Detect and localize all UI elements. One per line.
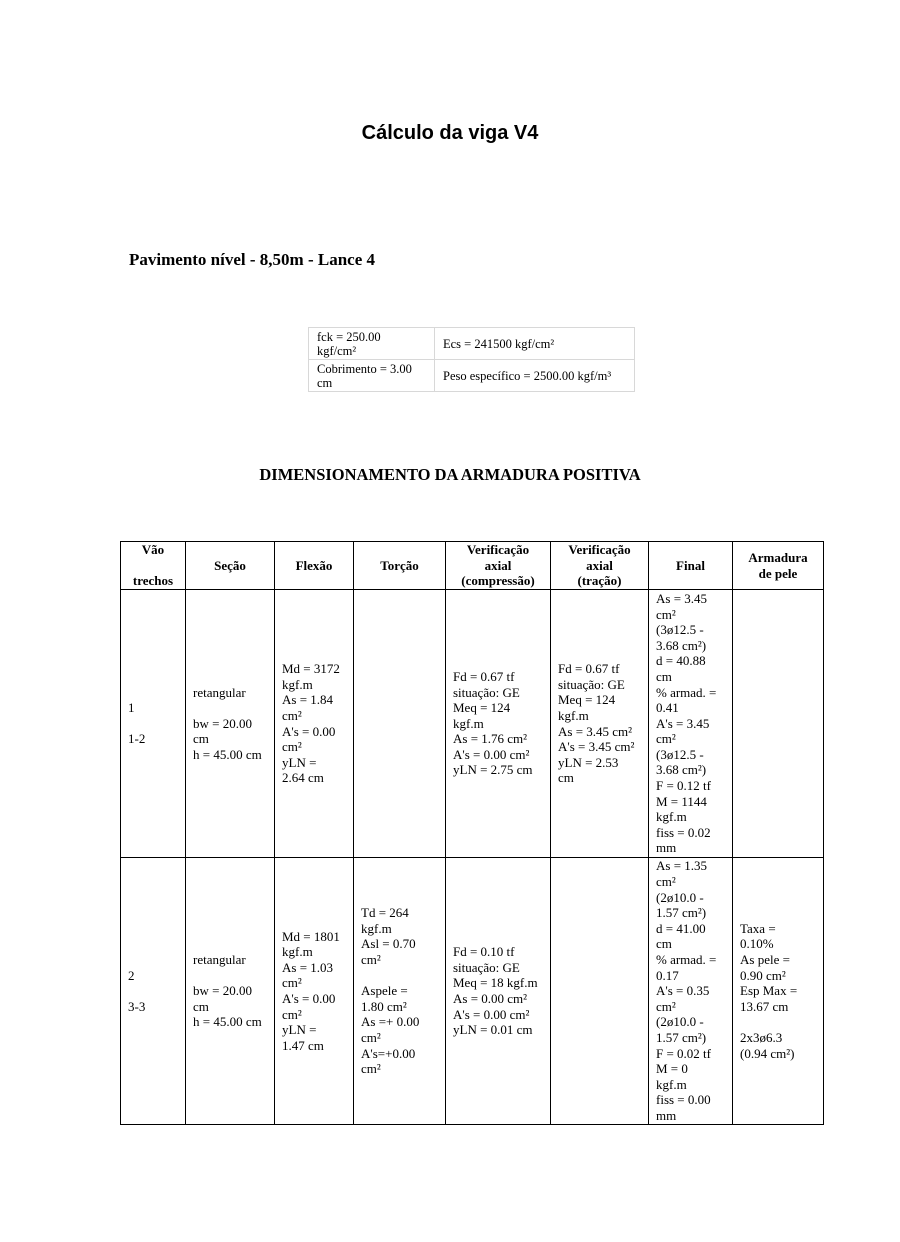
table-header-row: [121, 542, 824, 590]
header-torcao: Torção: [354, 542, 446, 590]
cell-armadura-pele: Taxa = 0.10% As pele = 0.90 cm² Esp Max = 13.67 cm 2x3ø6.3 (0.94 cm²): [733, 858, 824, 1125]
cell-flexao: Md = 3172 kgf.m As = 1.84 cm² A's = 0.00 cm² yLN = 2.64 cm: [275, 590, 354, 858]
section-heading: DIMENSIONAMENTO DA ARMADURA POSITIVA: [259, 465, 641, 484]
cell-secao: retangular bw = 20.00 cm h = 45.00 cm: [186, 590, 275, 858]
cobrimento-value: Cobrimento = 3.00 cm: [309, 360, 435, 392]
header-flexao: Flexão: [275, 542, 354, 590]
table-row: [121, 590, 824, 858]
cell-verificacao-tracao: [551, 858, 649, 1125]
cell-flexao: Md = 1801 kgf.m As = 1.03 cm² A's = 0.00 cm² yLN = 1.47 cm: [275, 858, 354, 1125]
cell-final: As = 3.45 cm² (3ø12.5 - 3.68 cm²) d = 40.88 cm % armad. = 0.41 A's = 3.45 cm² (3ø12.5 - 3.68 cm²) F = 0.12 tf M = 1144 kgf.m fiss = 0.02 mm: [649, 590, 733, 858]
parameters-row: [309, 328, 635, 360]
parameters-row: [309, 360, 635, 392]
cell-vao: 2 3-3: [121, 858, 186, 1125]
fck-value: fck = 250.00 kgf/cm²: [309, 328, 435, 360]
cell-armadura-pele: [733, 590, 824, 858]
header-armadura-pele: Armadura de pele: [733, 542, 824, 590]
header-secao: Seção: [186, 542, 275, 590]
peso-especifico-value: Peso específico = 2500.00 kgf/m³: [435, 360, 635, 392]
cell-vao: 1 1-2: [121, 590, 186, 858]
floor-subtitle: Pavimento nível - 8,50m - Lance 4: [129, 250, 375, 269]
header-final: Final: [649, 542, 733, 590]
page-title: Cálculo da viga V4: [361, 122, 539, 144]
cell-secao: retangular bw = 20.00 cm h = 45.00 cm: [186, 858, 275, 1125]
cell-verificacao-tracao: Fd = 0.67 tf situação: GE Meq = 124 kgf.m As = 3.45 cm² A's = 3.45 cm² yLN = 2.53 cm: [551, 590, 649, 858]
header-vao: Vão trechos: [121, 542, 186, 590]
cell-torcao: [354, 590, 446, 858]
header-verificacao-compressao: Verificação axial (compressão): [446, 542, 551, 590]
cell-torcao: Td = 264 kgf.m Asl = 0.70 cm² Aspele = 1.80 cm² As =+ 0.00 cm² A's=+0.00 cm²: [354, 858, 446, 1125]
reinforcement-table: [120, 541, 824, 1125]
cell-final: As = 1.35 cm² (2ø10.0 - 1.57 cm²) d = 41.00 cm % armad. = 0.17 A's = 0.35 cm² (2ø10.0 - 1.57 cm²) F = 0.02 tf M = 0 kgf.m fiss = 0.00 mm: [649, 858, 733, 1125]
table-row: [121, 858, 824, 1125]
ecs-value: Ecs = 241500 kgf/cm²: [435, 328, 635, 360]
header-verificacao-tracao: Verificação axial (tração): [551, 542, 649, 590]
parameters-table: [308, 327, 635, 392]
cell-verificacao-compressao: Fd = 0.67 tf situação: GE Meq = 124 kgf.m As = 1.76 cm² A's = 0.00 cm² yLN = 2.75 cm: [446, 590, 551, 858]
cell-verificacao-compressao: Fd = 0.10 tf situação: GE Meq = 18 kgf.m As = 0.00 cm² A's = 0.00 cm² yLN = 0.01 cm: [446, 858, 551, 1125]
